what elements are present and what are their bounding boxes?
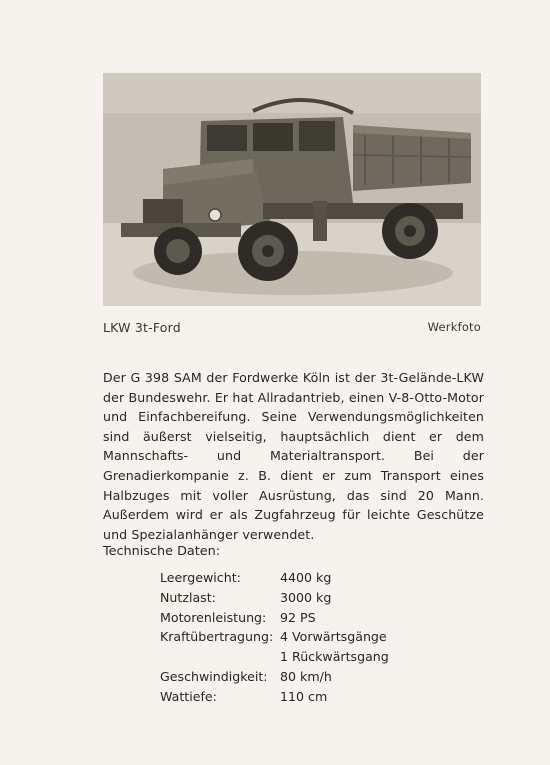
spec-label: Motorenleistung: <box>160 609 267 625</box>
spec-label: Kraftübertragung: <box>160 629 274 645</box>
spec-label: Leergewicht: <box>160 570 241 585</box>
description-paragraph: Der G 398 SAM der Fordwerke Köln ist der 3t-Gelände-LKW der Bundeswehr. Er hat Allradantrieb, einen V-8-Otto-Motor und Einfachbereifung. Seine Verwendungsmöglichkeiten sind äußerst vielseitig, hauptsächlich dient er dem Mannschafts- und Materialtransport. Bei der Grenadierkompanie z. B. dient er zum Transport eines Halbzuges mit voller Ausrüstung, das sind 20 Mann. Außerdem wird er als Zugfahrzeug für leichte Geschütze und Spezialanhänger verwendet. <box>103 370 484 542</box>
spec-value: 3000 kg <box>280 589 332 605</box>
spec-value: 4400 kg <box>280 570 332 585</box>
photo-caption: LKW 3t-Ford <box>103 320 181 335</box>
spec-row <box>160 627 389 647</box>
spec-value: 1 Rückwärtsgang <box>280 649 389 665</box>
spec-label: Nutzlast: <box>160 589 216 605</box>
spec-row <box>160 608 389 628</box>
truck-photo-icon <box>103 73 481 306</box>
spec-value: 4 Vorwärtsgänge <box>280 629 387 645</box>
truck-photo <box>103 73 481 306</box>
spec-value: 110 cm <box>280 688 328 704</box>
spec-value: 80 km/h <box>280 668 332 684</box>
specs-table <box>160 568 389 707</box>
spec-row <box>160 568 389 588</box>
spec-row <box>160 588 389 608</box>
specs-heading: Technische Daten: <box>103 544 221 559</box>
spec-row <box>160 687 389 707</box>
spec-label: Geschwindigkeit: <box>160 668 268 684</box>
spec-label: Wattiefe: <box>160 688 217 704</box>
spec-value: 92 PS <box>280 609 316 625</box>
spec-label <box>160 647 280 667</box>
spec-row <box>160 667 389 687</box>
spec-row <box>160 647 389 667</box>
photo-credit: Werkfoto <box>427 320 481 334</box>
